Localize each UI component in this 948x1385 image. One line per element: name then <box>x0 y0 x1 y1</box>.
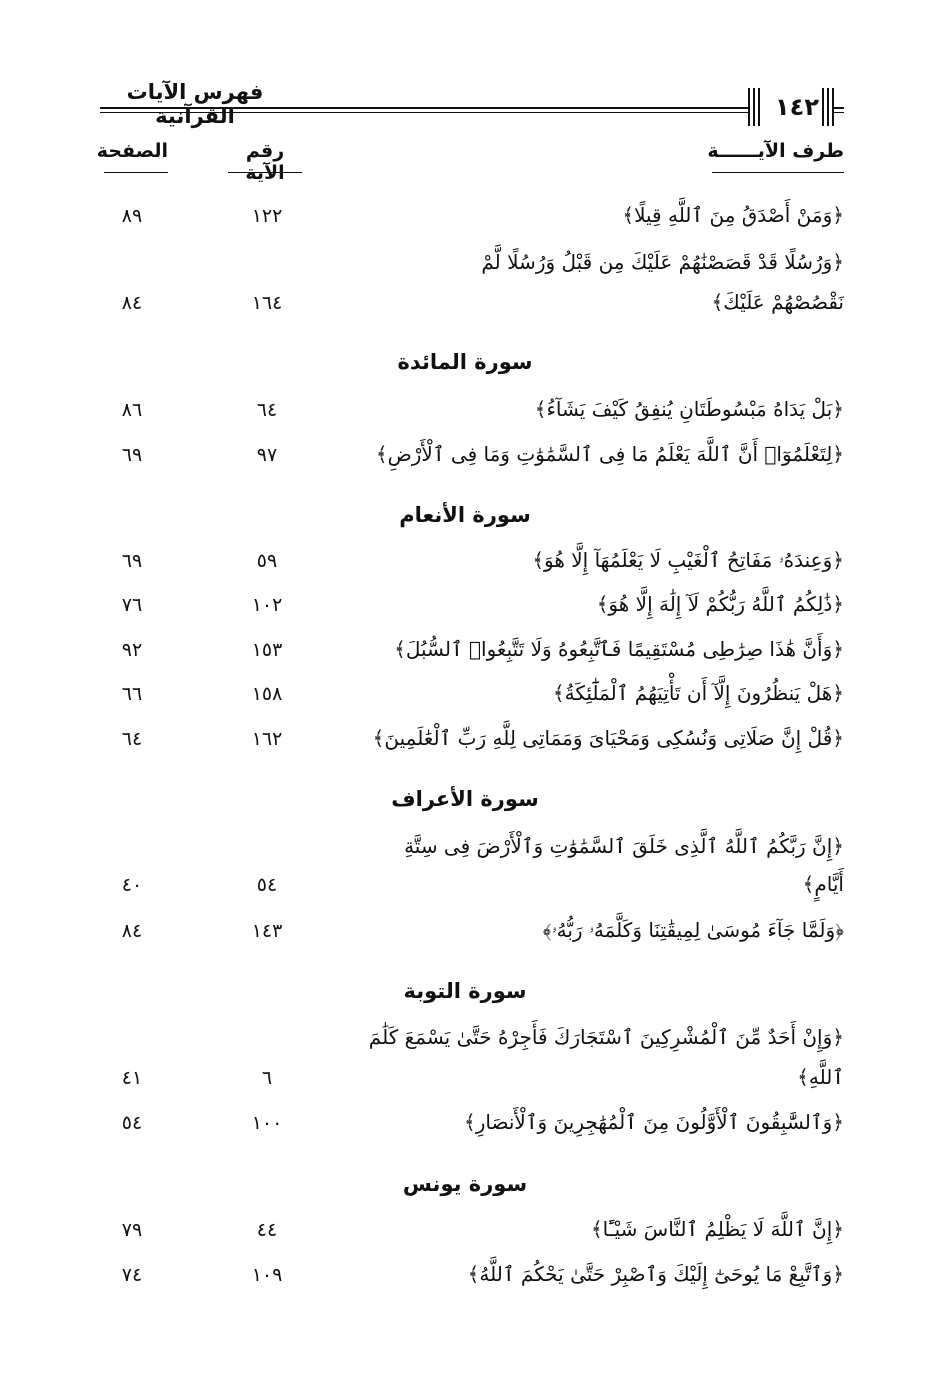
page-ref: ٤١ <box>121 1067 143 1089</box>
verse-text: ﴿ذَٰلِكُمُ ٱللَّهُ رَبُّكُمْ لَآ إِلَٰهَ إِلَّا هُوَ﴾ <box>596 592 844 616</box>
page-ref: ٨٩ <box>121 205 143 227</box>
page-ref: ٧٦ <box>121 594 143 616</box>
running-title: فهرس الآيات القرآنية <box>126 80 264 128</box>
page-ref: ٥٤ <box>121 1112 143 1134</box>
verse-number: ٥٩ <box>256 550 278 572</box>
surah-heading: سورة الأنعام <box>399 503 531 527</box>
page-ref: ٨٤ <box>121 920 143 942</box>
verse-text: ﴿وَٱلسَّٰبِقُونَ ٱلْأَوَّلُونَ مِنَ ٱلْمُهَٰجِرِينَ وَٱلْأَنصَارِ﴾ <box>464 1110 844 1134</box>
page-ref: ٧٤ <box>121 1264 143 1286</box>
verse-number: ٩٧ <box>256 444 278 466</box>
page-number-box <box>748 88 834 126</box>
page-ref: ٤٠ <box>121 874 143 896</box>
ornament-bars-left <box>748 88 760 126</box>
page-ref: ٩٢ <box>121 639 143 661</box>
verse-text: ﴿هَلْ يَنظُرُونَ إِلَّآ أَن تَأْتِيَهُمُ ٱلْمَلَٰٓئِكَةُ﴾ <box>552 681 844 705</box>
header-rule-thin <box>100 112 750 113</box>
verse-number: ١٦٤ <box>251 292 283 314</box>
verse-text: ٱللَّهِ﴾ <box>797 1065 844 1089</box>
verse-number: ٦ <box>261 1067 273 1089</box>
verse-text: ﴿وَلَمَّا جَآءَ مُوسَىٰ لِمِيقَٰتِنَا وَكَلَّمَهُۥ رَبُّهُۥ﴾ <box>542 918 844 942</box>
verse-text: ﴿وَمَنْ أَصْدَقُ مِنَ ٱللَّهِ قِيلًا﴾ <box>622 203 844 227</box>
verse-text: نَقْصُصْهُمْ عَلَيْكَ﴾ <box>711 290 844 314</box>
header-rule <box>100 107 750 109</box>
verse-number: ١٠٠ <box>251 1112 283 1134</box>
verse-number: ١٠٢ <box>251 594 283 616</box>
page-ref: ٦٦ <box>121 683 143 705</box>
verse-text: ﴿قُلْ إِنَّ صَلَاتِى وَنُسُكِى وَمَحْيَاىَ وَمَمَاتِى لِلَّهِ رَبِّ ٱلْعَٰلَمِينَ﴾ <box>372 726 844 750</box>
verse-number: ٥٤ <box>256 874 278 896</box>
page-ref: ٨٦ <box>121 399 143 421</box>
column-header-page: الصفحة <box>96 140 168 162</box>
page-ref: ٧٩ <box>121 1219 143 1241</box>
surah-heading: سورة يونس <box>402 1172 528 1196</box>
surah-heading: سورة الأعراف <box>391 787 539 811</box>
verse-text: ﴿بَلْ يَدَاهُ مَبْسُوطَتَانِ يُنفِقُ كَيْفَ يَشَآءُ﴾ <box>534 397 844 421</box>
page-number: ١٤٢ <box>775 93 819 121</box>
verse-number: ١٤٣ <box>251 920 283 942</box>
column-underline-verse <box>712 172 844 173</box>
column-underline-page <box>104 172 168 173</box>
verse-text: ﴿وَأَنَّ هَٰذَا صِرَٰطِى مُسْتَقِيمًا فَٱتَّبِعُوهُ وَلَا تَتَّبِعُوا۟ ٱلسُّبُلَ﴾ <box>394 637 844 661</box>
surah-heading: سورة المائدة <box>397 350 533 374</box>
column-header-verse-number: رقم الآية <box>245 140 285 184</box>
page-ref: ٦٩ <box>121 550 143 572</box>
column-header-verse: طرف الآيــــــة <box>707 140 844 162</box>
page-ref: ٦٤ <box>121 728 143 750</box>
verse-number: ٦٤ <box>256 399 278 421</box>
verse-text: ﴿وَإِنْ أَحَدٌ مِّنَ ٱلْمُشْرِكِينَ ٱسْتَجَارَكَ فَأَجِرْهُ حَتَّىٰ يَسْمَعَ كَلَٰمَ <box>368 1025 844 1049</box>
verse-number: ١٢٢ <box>251 205 283 227</box>
verse-text: أَيَّامٍ﴾ <box>802 872 844 896</box>
verse-number: ٤٤ <box>256 1219 278 1241</box>
surah-heading: سورة التوبة <box>403 979 527 1003</box>
verse-number: ١٠٩ <box>251 1264 283 1286</box>
page-ref: ٨٤ <box>121 292 143 314</box>
column-underline-number <box>228 172 302 173</box>
verse-number: ١٥٨ <box>251 683 283 705</box>
page-ref: ٦٩ <box>121 444 143 466</box>
verse-text: ﴿وَرُسُلًا قَدْ قَصَصْنَٰهُمْ عَلَيْكَ مِن قَبْلُ وَرُسُلًا لَّمْ <box>481 250 844 274</box>
verse-text: ﴿لِتَعْلَمُوٓا۟ أَنَّ ٱللَّهَ يَعْلَمُ مَا فِى ٱلسَّمَٰوَٰتِ وَمَا فِى ٱلْأَرْضِ﴾ <box>375 442 844 466</box>
verse-text: ﴿وَعِندَهُۥ مَفَاتِحُ ٱلْغَيْبِ لَا يَعْلَمُهَآ إِلَّا هُوَ﴾ <box>532 548 844 572</box>
verse-number: ١٦٢ <box>251 728 283 750</box>
verse-text: ﴿إِنَّ ٱللَّهَ لَا يَظْلِمُ ٱلنَّاسَ شَيْـًٔا﴾ <box>590 1217 844 1241</box>
verse-text: ﴿إِنَّ رَبَّكُمُ ٱللَّهُ ٱلَّذِى خَلَقَ ٱلسَّمَٰوَٰتِ وَٱلْأَرْضَ فِى سِتَّةِ <box>404 834 844 858</box>
verse-text: ﴿وَٱتَّبِعْ مَا يُوحَىٰٓ إِلَيْكَ وَٱصْبِرْ حَتَّىٰ يَحْكُمَ ٱللَّهُ﴾ <box>467 1262 844 1286</box>
ornament-bars-right <box>822 88 834 126</box>
verse-number: ١٥٣ <box>251 639 283 661</box>
